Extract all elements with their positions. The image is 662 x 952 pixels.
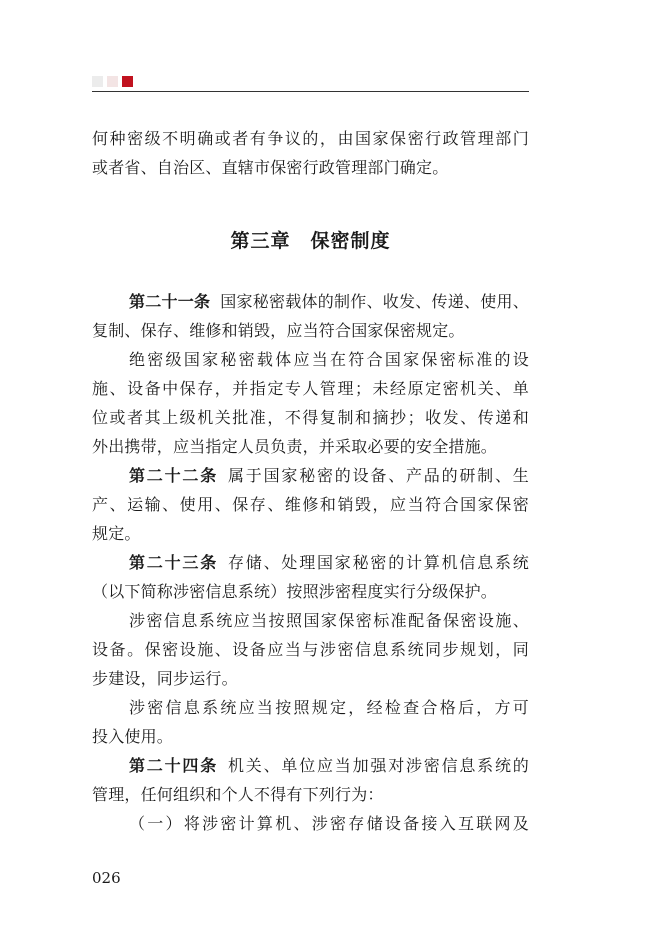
article-22-line-1 — [92, 461, 529, 490]
intro-line-1: 何种密级不明确或者有争议的，由国家保密行政管理部门 — [92, 129, 529, 148]
para-23-2-line-2: 设备。保密设施、设备应当与涉密信息系统同步规划，同 — [92, 640, 529, 659]
para-23-2-line-1: 涉密信息系统应当按照国家保密标准配备保密设施、 — [129, 611, 529, 630]
article-21-label: 第二十一条 — [129, 292, 211, 311]
article-23-label: 第二十三条 — [129, 553, 218, 572]
article-24-text-1: 机关、单位应当加强对涉密信息系统的 — [228, 756, 529, 775]
para-23-2-line-3: 步建设，同步运行。 — [92, 669, 238, 688]
article-21-line-1 — [92, 287, 529, 316]
header-decoration — [92, 76, 133, 87]
para-21-2-line-1: 绝密级国家秘密载体应当在符合国家保密标准的设 — [129, 350, 529, 369]
para-21-2-line-4: 外出携带，应当指定人员负责，并采取必要的安全措施。 — [92, 437, 498, 456]
article-24-item-1-line-1: （一）将涉密计算机、涉密存储设备接入互联网及 — [129, 814, 529, 833]
article-22-line-3: 规定。 — [92, 524, 141, 543]
article-23-line-2: （以下简称涉密信息系统）按照涉密程度实行分级保护。 — [92, 582, 498, 601]
para-23-3-line-2: 投入使用。 — [92, 727, 174, 746]
header-square-pink — [107, 76, 118, 87]
header-square-light — [92, 76, 103, 87]
page-number: 026 — [92, 869, 121, 887]
article-23-text-1: 存储、处理国家秘密的计算机信息系统 — [228, 553, 529, 572]
para-21-2-line-2: 施、设备中保存，并指定专人管理；未经原定密机关、单 — [92, 379, 529, 398]
article-22-text-1: 属于国家秘密的设备、产品的研制、生 — [228, 466, 529, 485]
article-21-text-1: 国家秘密载体的制作、收发、传递、使用、 — [220, 292, 529, 311]
article-24-label: 第二十四条 — [129, 756, 218, 775]
page-body — [92, 124, 529, 838]
article-22-label: 第二十二条 — [129, 466, 218, 485]
para-23-3-line-1: 涉密信息系统应当按照规定，经检查合格后，方可 — [129, 698, 529, 717]
header-rule — [92, 91, 529, 92]
header-square-red — [122, 76, 133, 87]
article-21-line-2: 复制、保存、维修和销毁，应当符合国家保密规定。 — [92, 321, 465, 340]
article-24-line-2: 管理，任何组织和个人不得有下列行为： — [92, 785, 384, 804]
chapter-title: 第三章 保密制度 — [230, 230, 391, 252]
article-24-line-1 — [92, 751, 529, 780]
article-22-line-2: 产、运输、使用、保存、维修和销毁，应当符合国家保密 — [92, 495, 529, 514]
intro-line-2: 或者省、自治区、直辖市保密行政管理部门确定。 — [92, 158, 449, 177]
article-23-line-1 — [92, 548, 529, 577]
para-21-2-line-3: 位或者其上级机关批准，不得复制和摘抄；收发、传递和 — [92, 408, 529, 427]
